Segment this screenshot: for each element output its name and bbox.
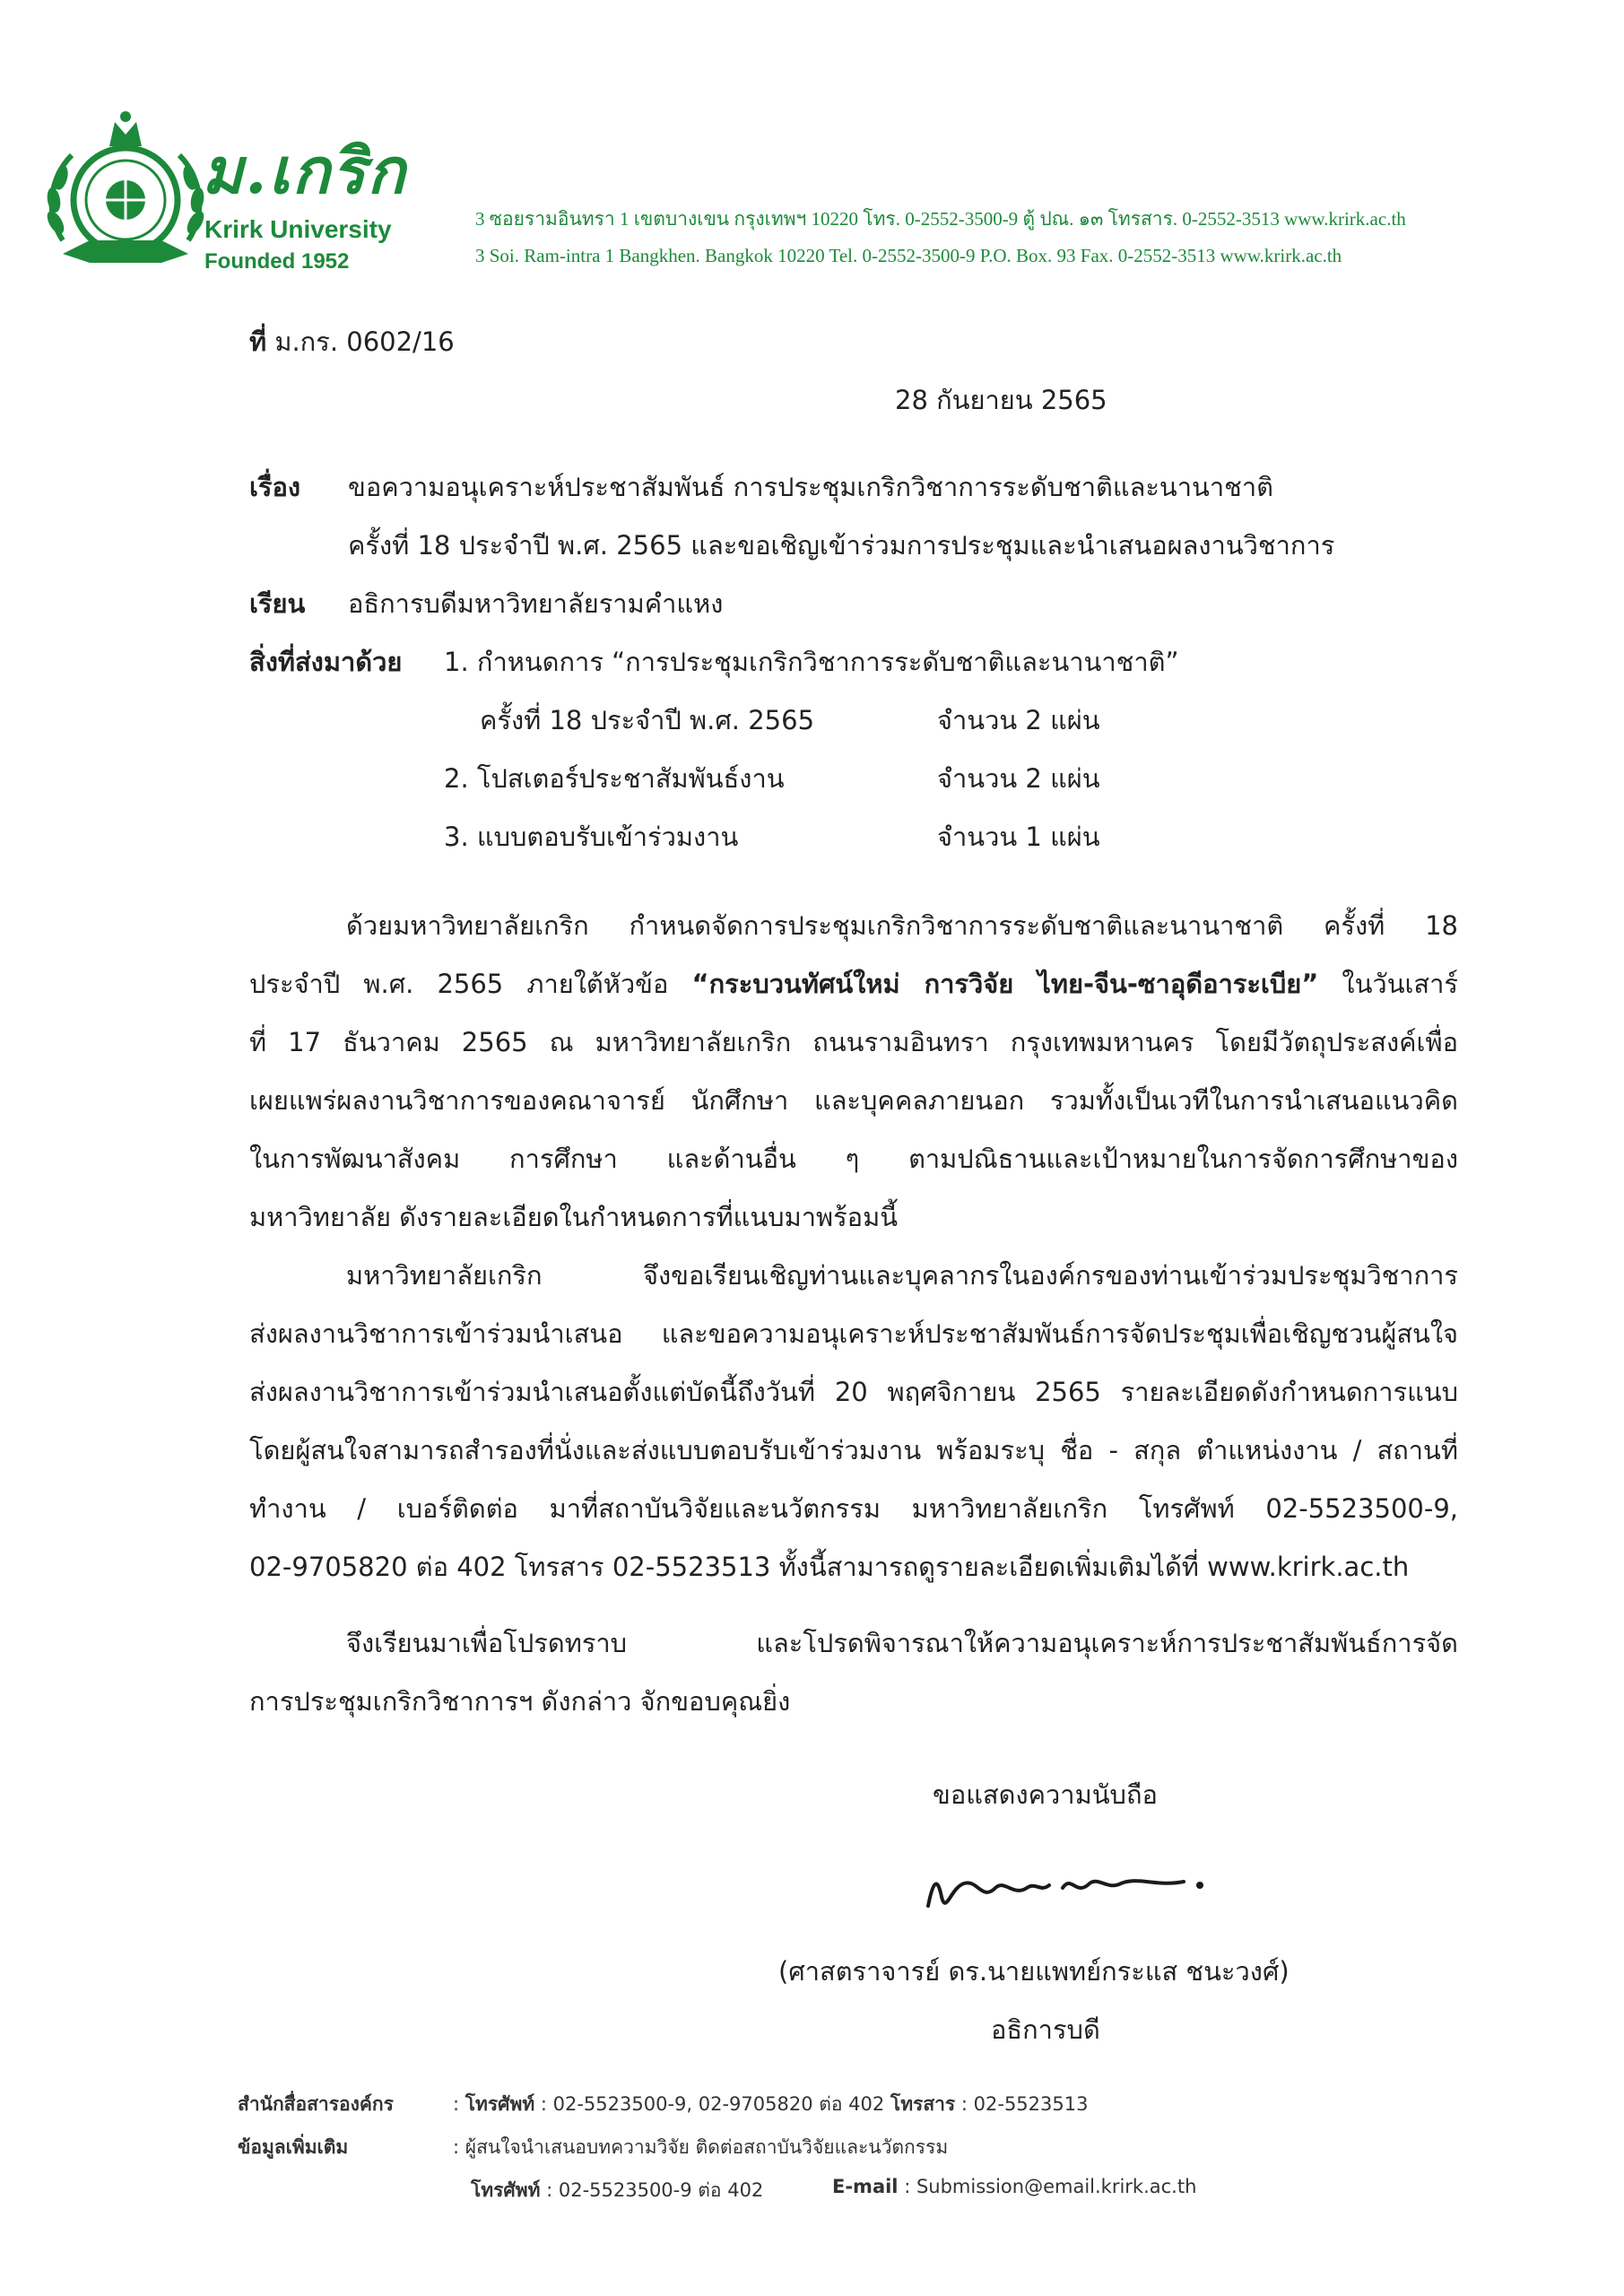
subject-line-1: ขอความอนุเคราะห์ประชาสัมพันธ์ การประชุมเกริกวิชาการระดับชาติและนานาชาติ xyxy=(348,472,1273,502)
footer-tel-value: : 02-5523500-9, 02-9705820 ต่อ 402 xyxy=(534,2093,890,2115)
paragraph-line: ด้วยมหาวิทยาลัยเกริก กำหนดจัดการประชุมเกริกวิชาการระดับชาติและนานาชาติ ครั้งที่ 18 xyxy=(346,910,1458,941)
recipient-value: อธิการบดีมหาวิทยาลัยรามคำแหง xyxy=(348,588,724,619)
subject-label: เรื่อง xyxy=(249,472,301,502)
enclosures-label: สิ่งที่ส่งมาด้วย xyxy=(249,647,403,677)
body-paragraph-3 xyxy=(249,1614,1458,1731)
enclosure-item-2-qty: จำนวน 2 แผ่น xyxy=(937,763,1100,794)
paragraph-line: มหาวิทยาลัยเกริก จึงขอเรียนเชิญท่านและบุคลากรในองค์กรของท่านเข้าร่วมประชุมวิชาการ xyxy=(346,1260,1458,1291)
paragraph-line: เผยแพร่ผลงานวิชาการของคณาจารย์ นักศึกษา และบุคคลภายนอก รวมทั้งเป็นเวทีในการนำเสนอแนวคิด xyxy=(249,1085,1458,1116)
footer-fax-value: : 02-5523513 xyxy=(955,2093,1089,2115)
paragraph-line: ทำงาน / เบอร์ติดต่อ มาที่สถาบันวิจัยและนวัตกรรม มหาวิทยาลัยเกริก โทรศัพท์ 02-5523500-9, xyxy=(249,1493,1458,1524)
footer-research-contact xyxy=(471,2176,763,2205)
reference-number xyxy=(249,321,455,362)
enclosure-item-1-line-2: ครั้งที่ 18 ประจำปี พ.ศ. 2565 xyxy=(480,705,815,735)
closing-salutation: ขอแสดงความนับถือ xyxy=(933,1779,1158,1810)
reference-label: ที่ xyxy=(249,326,267,357)
paragraph-line: มหาวิทยาลัย ดังรายละเอียดในกำหนดการที่แนบมาพร้อมนี้ xyxy=(249,1202,899,1232)
footer-tel-label: โทรศัพท์ xyxy=(465,2093,535,2115)
letter-date: 28 กันยายน 2565 xyxy=(895,385,1107,415)
paragraph-line: 02-9705820 ต่อ 402 โทรสาร 02-5523513 ทั้งนี้สามารถดูรายละเอียดเพิ่มเติมได้ที่ www.krirk.ac.th xyxy=(249,1552,1410,1582)
logo-founded: Founded 1952 xyxy=(204,249,350,274)
conference-theme: “กระบวนทัศน์ใหม่ การวิจัย ไทย-จีน-ซาอุดีอาระเบีย” xyxy=(691,969,1319,999)
body-paragraph-2 xyxy=(249,1247,1458,1596)
enclosure-item-1-line-1: 1. กำหนดการ “การประชุมเกริกวิชาการระดับชาติและนานาชาติ” xyxy=(444,647,1179,677)
footer-more-text: ผู้สนใจนำเสนอบทความวิจัย ติดต่อสถาบันวิจัยและนวัตกรรม xyxy=(465,2136,949,2158)
reference-value: ม.กร. 0602/16 xyxy=(274,326,455,357)
paragraph-line: ที่ 17 ธันวาคม 2565 ณ มหาวิทยาลัยเกริก ถนนรามอินทรา กรุงเทพมหานคร โดยมีวัตถุประสงค์เพื่อ xyxy=(249,1027,1458,1057)
footer-dept-contact: : โทรศัพท์ : 02-5523500-9, 02-9705820 ต่อ 402 โทรสาร : 02-5523513 xyxy=(453,2093,1089,2115)
logo-thai-wordmark: ม.เกริก xyxy=(202,134,407,208)
footer-email-value: : Submission@email.krirk.ac.th xyxy=(898,2176,1197,2197)
logo-english-name: Krirk University xyxy=(204,215,392,243)
paragraph-text: ประจำปี พ.ศ. 2565 ภายใต้หัวข้อ xyxy=(249,969,669,999)
paragraph-line: การประชุมเกริกวิชาการฯ ดังกล่าว จักขอบคุณยิ่ง xyxy=(249,1686,791,1717)
enclosure-item-3-qty: จำนวน 1 แผ่น xyxy=(937,822,1100,852)
enclosure-item-2: 2. โปสเตอร์ประชาสัมพันธ์งาน xyxy=(444,763,785,794)
footer-fax-label: โทรสาร xyxy=(890,2093,956,2115)
paragraph-line: โดยผู้สนใจสามารถสำรองที่นั่งและส่งแบบตอบรับเข้าร่วมงาน พร้อมระบุ ชื่อ - สกุล ตำแหน่งงาน / สถานที่ xyxy=(249,1435,1458,1465)
signatory-position: อธิการบดี xyxy=(991,2014,1100,2045)
footer-more-label: ข้อมูลเพิ่มเติม xyxy=(238,2136,349,2158)
body-paragraph-1 xyxy=(249,897,1458,1247)
signatory-name: (ศาสตราจารย์ ดร.นายแพทย์กระแส ชนะวงศ์) xyxy=(778,1956,1290,1987)
paragraph-line: จึงเรียนมาเพื่อโปรดทราบ และโปรดพิจารณาให้ความอนุเคราะห์การประชาสัมพันธ์การจัด xyxy=(346,1628,1458,1658)
footer-research-tel-label: โทรศัพท์ xyxy=(471,2179,541,2201)
subject-line-2: ครั้งที่ 18 ประจำปี พ.ศ. 2565 และขอเชิญเข้าร่วมการประชุมและนำเสนอผลงานวิชาการ xyxy=(348,530,1335,561)
enclosure-item-3: 3. แบบตอบรับเข้าร่วมงาน xyxy=(444,822,739,852)
recipient-label: เรียน xyxy=(249,588,306,619)
paragraph-line xyxy=(249,955,1458,1013)
paragraph-line: ส่งผลงานวิชาการเข้าร่วมนำเสนอตั้งแต่บัดนี้ถึงวันที่ 20 พฤศจิกายน 2565 รายละเอียดดังกำหนดการแนบ xyxy=(249,1377,1458,1407)
footer-more-info: : ผู้สนใจนำเสนอบทความวิจัย ติดต่อสถาบันวิจัยและนวัตกรรม xyxy=(453,2136,949,2158)
signature-image xyxy=(915,1848,1220,1928)
footer-email-label: E-mail xyxy=(832,2176,899,2197)
paragraph-line: ส่งผลงานวิชาการเข้าร่วมนำเสนอ และขอความอนุเคราะห์ประชาสัมพันธ์การจัดประชุมเพื่อเชิญชวนผู้สนใจ xyxy=(249,1318,1458,1349)
paragraph-text: ในวันเสาร์ xyxy=(1342,969,1458,999)
address-thai: 3 ซอยรามอินทรา 1 เขตบางเขน กรุงเทพฯ 10220 โทร. 0-2552-3500-9 ตู้ ปณ. ๑๓ โทรสาร. 0-2552-3513 www.krirk.ac.th xyxy=(475,208,1406,230)
footer-dept-label: สำนักสื่อสารองค์กร xyxy=(238,2093,394,2115)
footer-email xyxy=(832,2176,1196,2197)
footer-research-tel: : 02-5523500-9 ต่อ 402 xyxy=(540,2179,764,2201)
paragraph-line: ในการพัฒนาสังคม การศึกษา และด้านอื่น ๆ ตามปณิธานและเป้าหมายในการจัดการศึกษาของ xyxy=(249,1144,1458,1174)
address-english: 3 Soi. Ram-intra 1 Bangkhen. Bangkok 10220 Tel. 0-2552-3500-9 P.O. Box. 93 Fax. 0-2552-3513 www.krirk.ac.th xyxy=(475,245,1342,266)
enclosure-item-1-qty: จำนวน 2 แผ่น xyxy=(937,705,1100,735)
